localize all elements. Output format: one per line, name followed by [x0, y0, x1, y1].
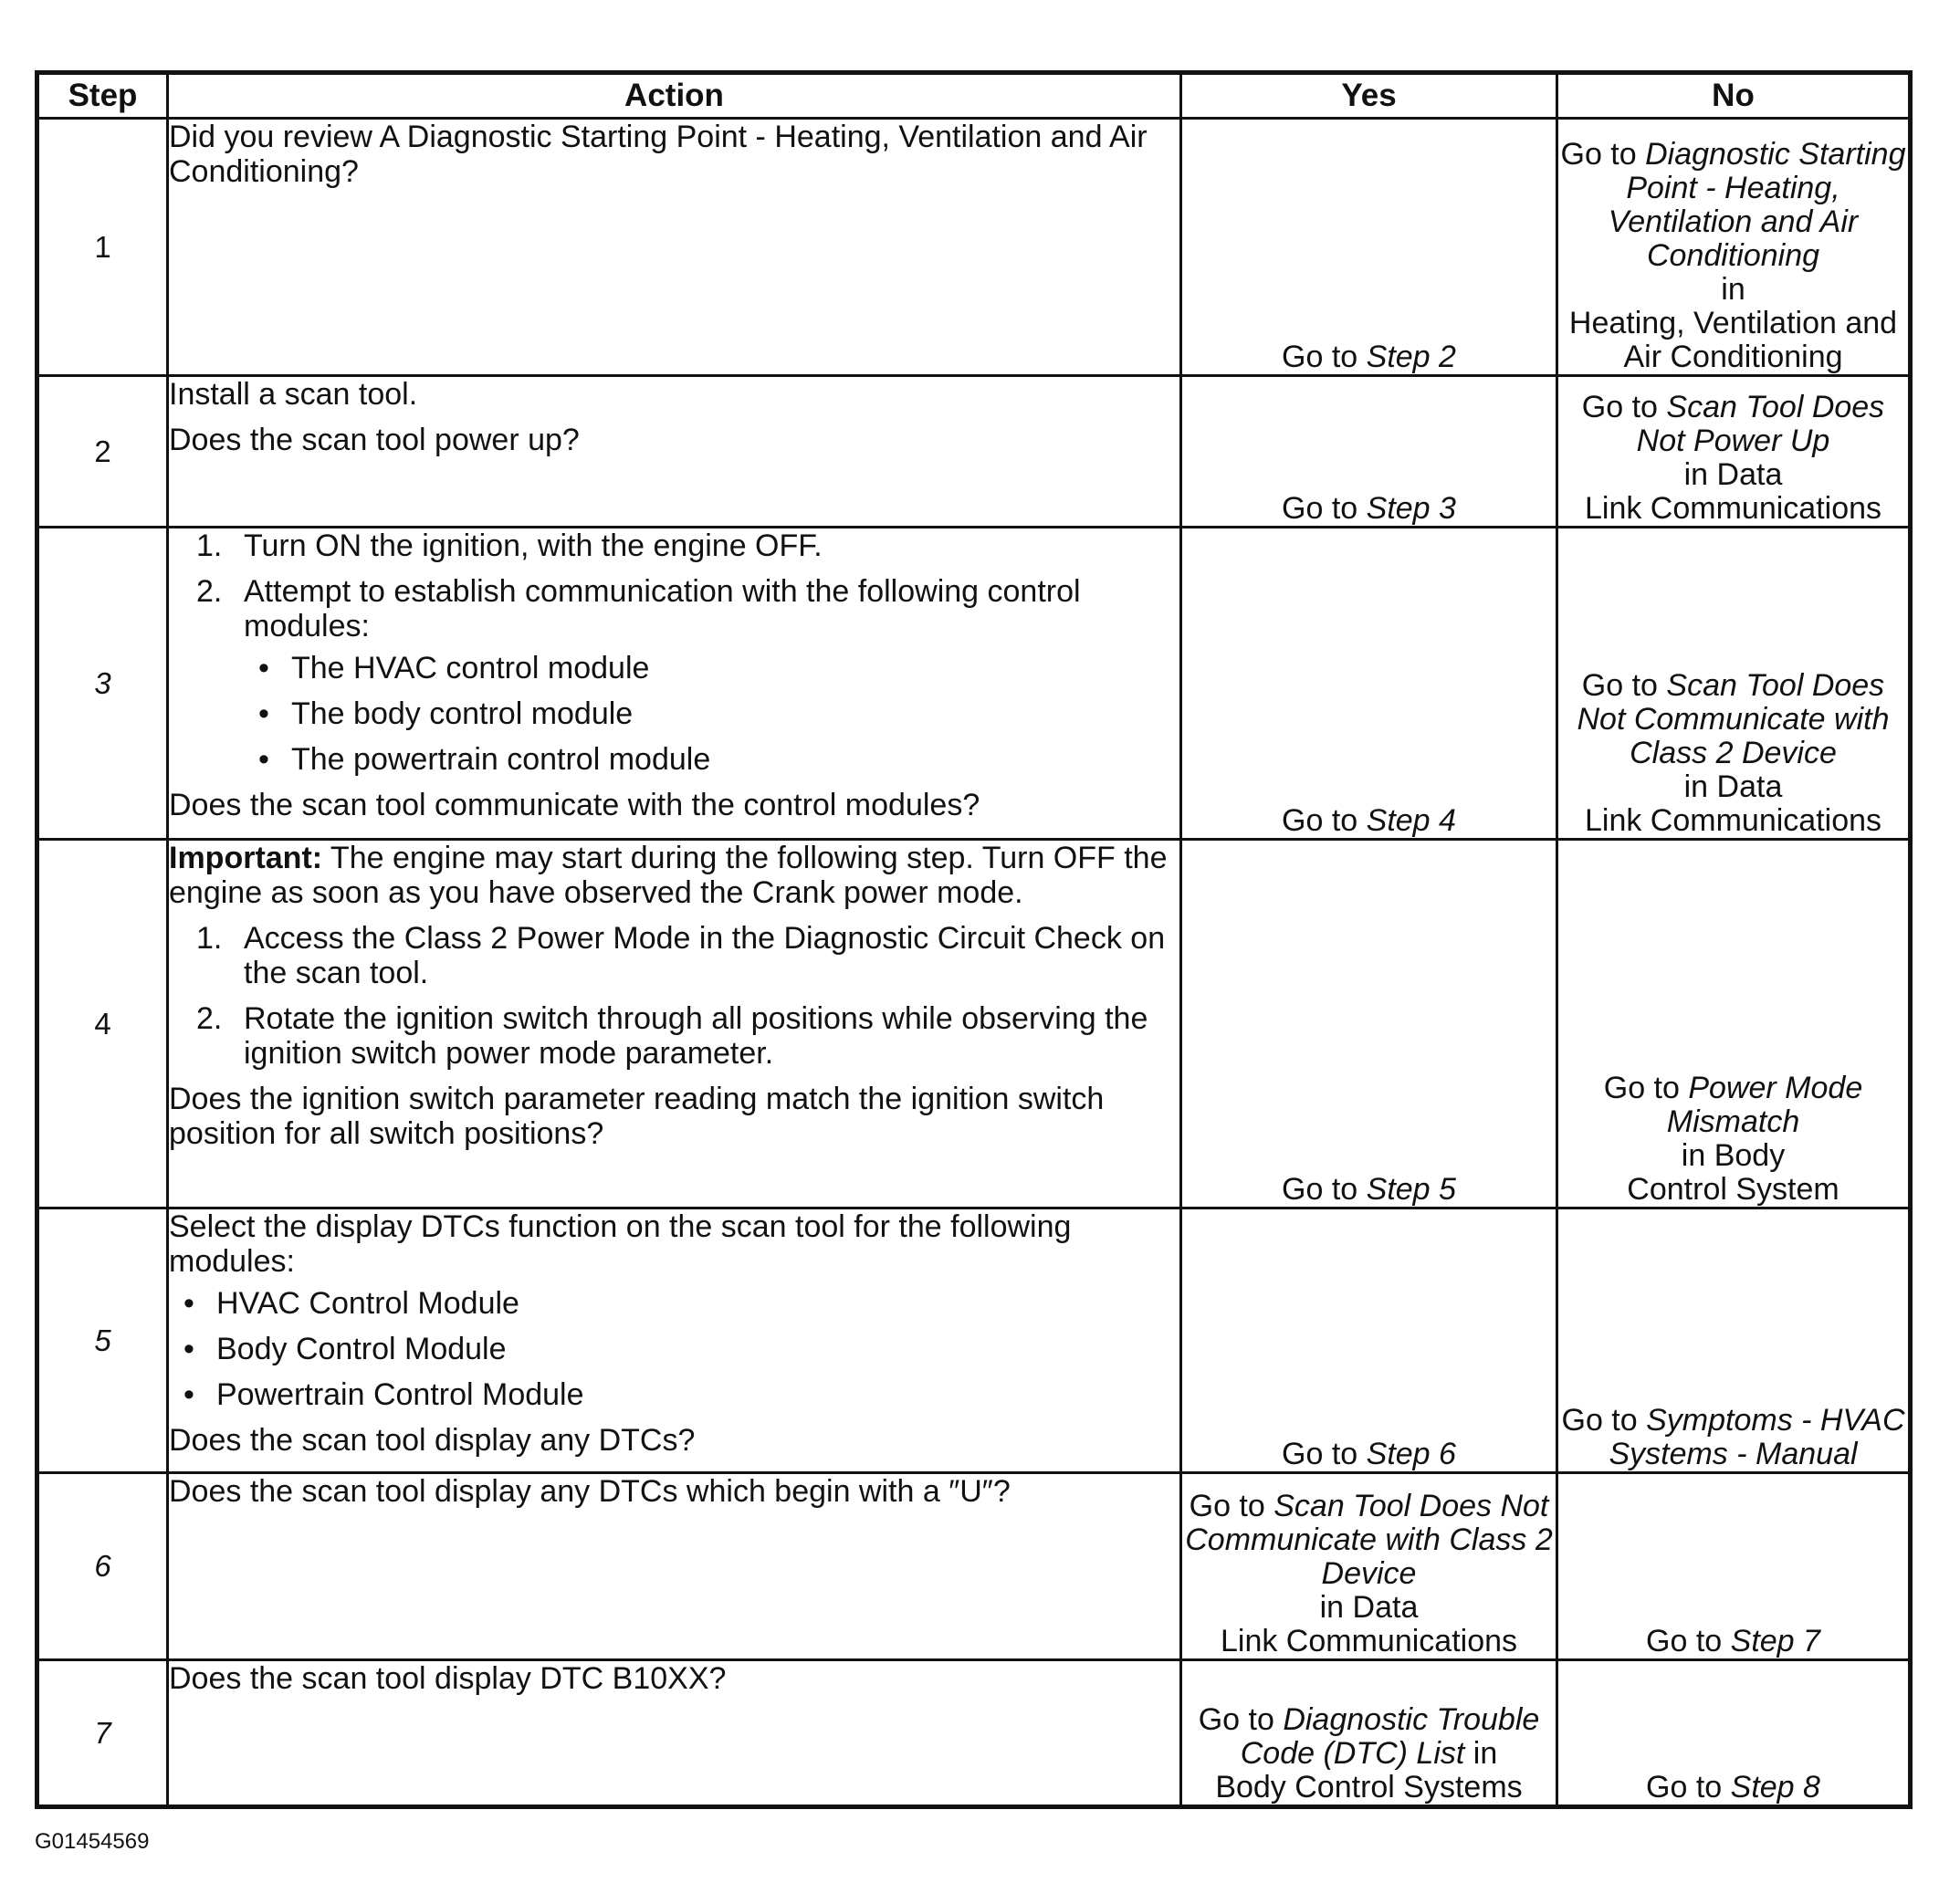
- yes-cell: [1181, 1660, 1557, 1807]
- important-label: Important:: [169, 841, 323, 875]
- yes-cell: [1181, 528, 1557, 840]
- yes-link[interactable]: Step 3: [1366, 491, 1456, 526]
- yes-prefix: Go to: [1282, 1172, 1367, 1207]
- no-prefix: Go to: [1646, 1624, 1731, 1658]
- yes-link[interactable]: Step 4: [1366, 803, 1456, 838]
- no-prefix: Go to: [1560, 137, 1646, 172]
- no-section: Control System: [1627, 1172, 1839, 1207]
- no-mid: in Body: [1681, 1138, 1786, 1173]
- table-row: [37, 1473, 1911, 1660]
- header-yes: Yes: [1181, 73, 1557, 119]
- header-no: No: [1557, 73, 1911, 119]
- no-link[interactable]: Symptoms - HVAC Systems - Manual: [1609, 1403, 1905, 1471]
- yes-section: Link Communications: [1220, 1624, 1518, 1658]
- action-question: Does the scan tool communicate with the control modules?: [169, 788, 980, 822]
- list-item: [169, 528, 1179, 563]
- list-number: 1.: [196, 921, 223, 956]
- yes-cell: [1181, 1208, 1557, 1473]
- action-cell: [168, 1208, 1181, 1473]
- step-number: 5: [37, 1208, 168, 1473]
- action-cell: [168, 1660, 1181, 1807]
- important-text: The engine may start during the following step. Turn OFF the engine as soon as you have observed the Crank power mode.: [169, 841, 1168, 910]
- diagnostic-table: [35, 70, 1913, 1809]
- action-cell: [168, 528, 1181, 840]
- list-item: [169, 921, 1179, 990]
- yes-prefix: Go to: [1189, 1489, 1274, 1523]
- action-cell: [168, 1473, 1181, 1660]
- numbered-list: [169, 921, 1179, 1071]
- bullet-item: • The powertrain control module: [244, 742, 1179, 777]
- list-text: Access the Class 2 Power Mode in the Diagnostic Circuit Check on the scan tool.: [244, 921, 1166, 990]
- list-number: 2.: [196, 1001, 223, 1036]
- no-cell: [1557, 376, 1911, 528]
- no-cell: [1557, 1208, 1911, 1473]
- list-text: Turn ON the ignition, with the engine OFF.: [244, 528, 823, 563]
- list-number: 2.: [196, 574, 223, 609]
- action-text: Did you review A Diagnostic Starting Point - Heating, Ventilation and Air Conditioning?: [169, 120, 1148, 189]
- list-number: 1.: [196, 528, 223, 563]
- no-cell: [1557, 1473, 1911, 1660]
- no-prefix: Go to: [1581, 668, 1667, 703]
- yes-link[interactable]: Scan Tool Does Not Communicate with Class 2 Device: [1185, 1489, 1553, 1591]
- action-cell: [168, 840, 1181, 1208]
- yes-prefix: Go to: [1198, 1702, 1284, 1737]
- bullet-item: • The HVAC control module: [244, 651, 1179, 685]
- no-mid: in: [1721, 272, 1745, 307]
- no-prefix: Go to: [1561, 1403, 1647, 1438]
- important-note: [169, 841, 1179, 910]
- action-text: Install a scan tool.: [169, 377, 418, 412]
- list-text: Attempt to establish communication with the following control modules:: [244, 574, 1081, 643]
- step-number: 3: [37, 528, 168, 840]
- yes-link[interactable]: Step 2: [1366, 340, 1456, 374]
- step-number: 6: [37, 1473, 168, 1660]
- action-text: Does the scan tool display DTC B10XX?: [169, 1661, 727, 1696]
- yes-cell: [1181, 376, 1557, 528]
- numbered-list: [169, 528, 1179, 777]
- yes-mid: in Data: [1319, 1590, 1419, 1625]
- list-text: Rotate the ignition switch through all positions while observing the ignition switch power mode parameter.: [244, 1001, 1148, 1071]
- yes-link[interactable]: Step 5: [1366, 1172, 1456, 1207]
- action-question: Does the scan tool power up?: [169, 423, 580, 457]
- table-row: [37, 376, 1911, 528]
- action-text: Does the scan tool display any DTCs which begin with a ″U″?: [169, 1474, 1011, 1509]
- yes-mid: in: [1464, 1736, 1498, 1771]
- step-number: 2: [37, 376, 168, 528]
- no-cell: [1557, 840, 1911, 1208]
- step-number: 1: [37, 119, 168, 376]
- yes-link[interactable]: Diagnostic Trouble Code (DTC) List: [1240, 1702, 1540, 1771]
- no-prefix: Go to: [1603, 1071, 1689, 1105]
- yes-cell: [1181, 119, 1557, 376]
- list-item: [169, 1001, 1179, 1071]
- action-cell: [168, 376, 1181, 528]
- no-link[interactable]: Step 7: [1730, 1624, 1820, 1658]
- no-mid: in Data: [1683, 457, 1783, 492]
- no-cell: [1557, 119, 1911, 376]
- yes-section: Body Control Systems: [1215, 1770, 1523, 1805]
- figure-id: G01454569: [35, 1829, 150, 1854]
- yes-cell: [1181, 840, 1557, 1208]
- no-link[interactable]: Diagnostic Starting Point - Heating, Ventilation and Air Conditioning: [1608, 137, 1906, 273]
- table-row: [37, 840, 1911, 1208]
- no-link[interactable]: Scan Tool Does Not Power Up: [1636, 390, 1885, 458]
- no-cell: [1557, 528, 1911, 840]
- no-link[interactable]: Scan Tool Does Not Communicate with Class 2 Device: [1577, 668, 1890, 770]
- bullet-item: • Body Control Module: [169, 1332, 1179, 1366]
- table-row: [37, 1208, 1911, 1473]
- bullet-list: [169, 1286, 1179, 1412]
- list-item: [169, 574, 1179, 777]
- no-link[interactable]: Step 8: [1730, 1770, 1820, 1805]
- table-row: [37, 119, 1911, 376]
- no-section: Heating, Ventilation and Air Conditioning: [1568, 306, 1898, 374]
- action-question: Does the scan tool display any DTCs?: [169, 1423, 696, 1458]
- bullet-item: • Powertrain Control Module: [169, 1377, 1179, 1412]
- no-prefix: Go to: [1646, 1770, 1731, 1805]
- no-prefix: Go to: [1581, 390, 1667, 424]
- table-row: [37, 1660, 1911, 1807]
- header-step: Step: [37, 73, 168, 119]
- yes-prefix: Go to: [1282, 491, 1367, 526]
- yes-prefix: Go to: [1282, 1437, 1367, 1471]
- bullet-item: • The body control module: [244, 696, 1179, 731]
- step-number: 4: [37, 840, 168, 1208]
- action-text: Select the display DTCs function on the scan tool for the following modules:: [169, 1209, 1072, 1279]
- no-cell: [1557, 1660, 1911, 1807]
- bullet-list: [244, 651, 1179, 777]
- header-action: Action: [168, 73, 1181, 119]
- step-number: 7: [37, 1660, 168, 1807]
- table-header-row: [37, 73, 1911, 119]
- no-section: Link Communications: [1584, 803, 1882, 838]
- yes-prefix: Go to: [1282, 803, 1367, 838]
- no-link[interactable]: Power Mode Mismatch: [1666, 1071, 1863, 1139]
- table-row: [37, 528, 1911, 840]
- yes-prefix: Go to: [1282, 340, 1367, 374]
- yes-link[interactable]: Step 6: [1366, 1437, 1456, 1471]
- action-question: Does the ignition switch parameter reading match the ignition switch position for all switch positions?: [169, 1082, 1105, 1151]
- bullet-item: • HVAC Control Module: [169, 1286, 1179, 1321]
- no-mid: in Data: [1683, 769, 1783, 804]
- yes-cell: [1181, 1473, 1557, 1660]
- no-section: Link Communications: [1584, 491, 1882, 526]
- action-cell: [168, 119, 1181, 376]
